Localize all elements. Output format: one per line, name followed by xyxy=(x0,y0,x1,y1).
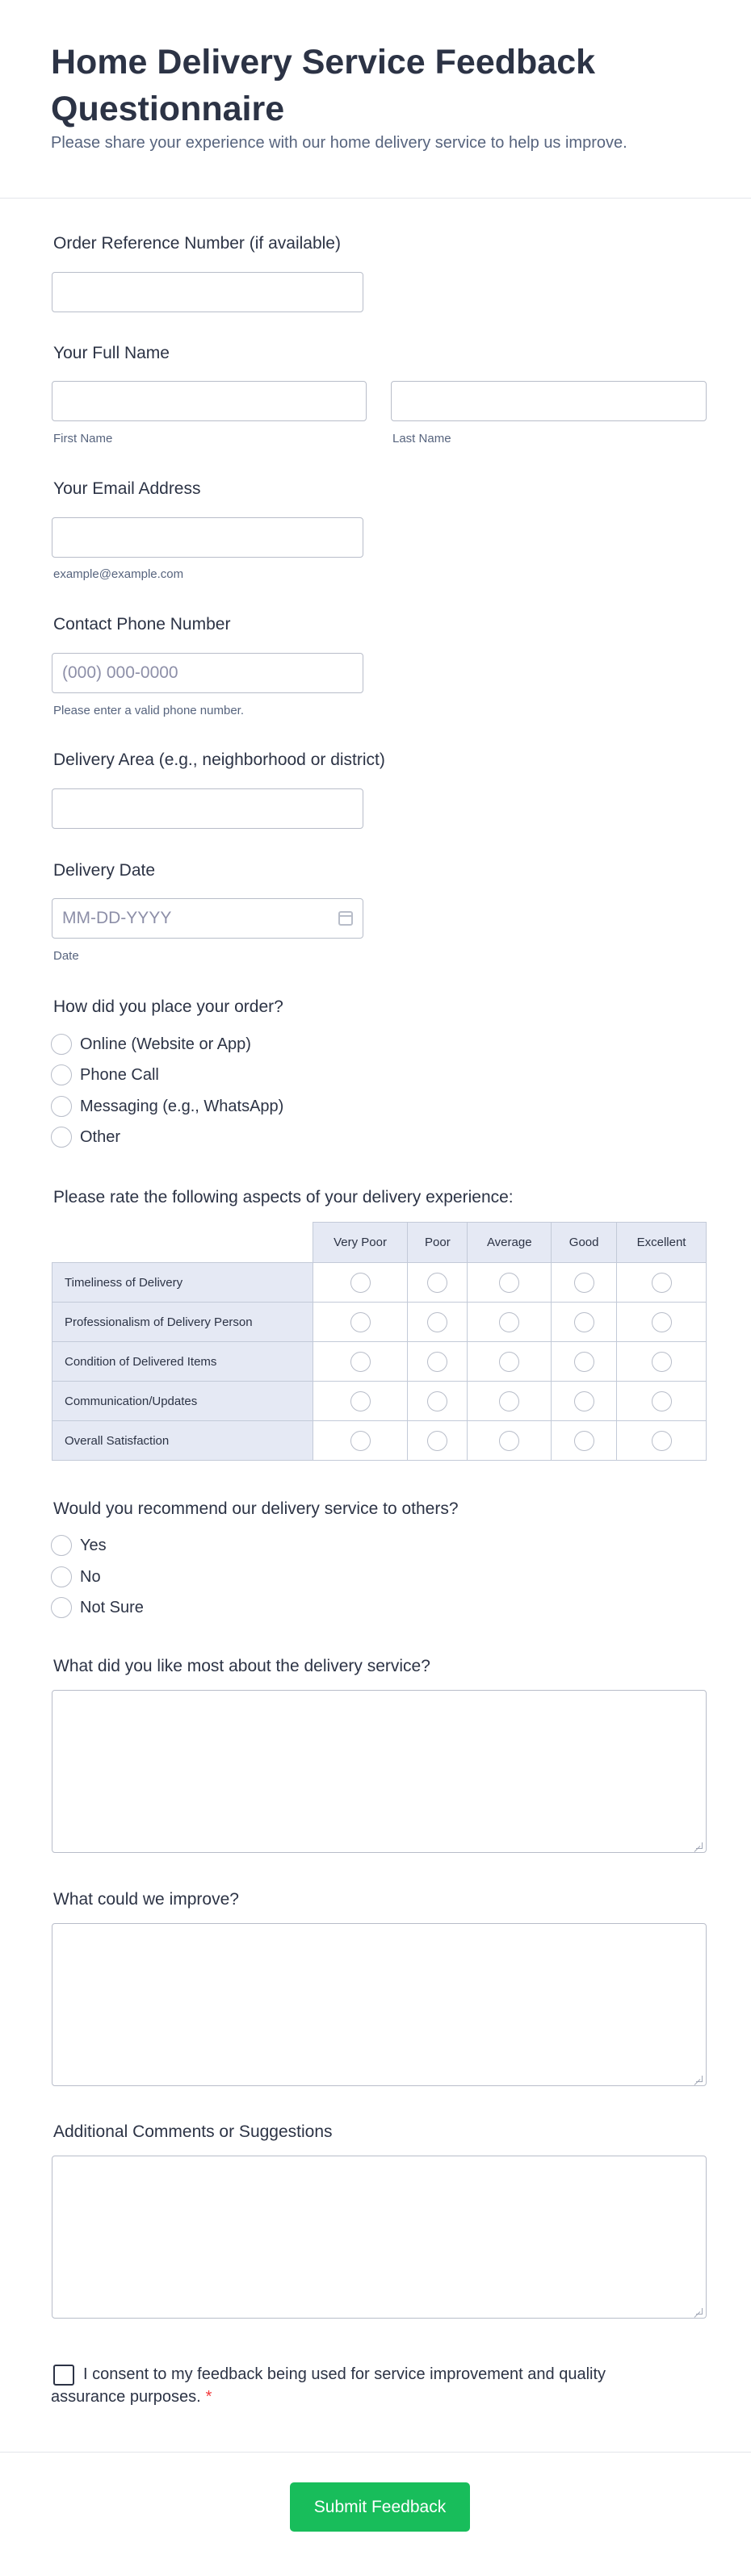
full-name-label: Your Full Name xyxy=(53,344,170,362)
matrix-radio[interactable] xyxy=(427,1273,447,1293)
order-method-option-other[interactable] xyxy=(51,1126,120,1148)
matrix-corner xyxy=(52,1223,313,1263)
comments-textarea[interactable] xyxy=(52,2156,707,2319)
form-header xyxy=(0,0,751,199)
matrix-radio[interactable] xyxy=(499,1431,519,1451)
radio-circle[interactable] xyxy=(51,1096,72,1117)
rating-matrix xyxy=(52,1222,707,1461)
consent-checkbox[interactable] xyxy=(53,2365,74,2386)
order-ref-label: Order Reference Number (if available) xyxy=(53,234,341,253)
consent-text xyxy=(51,2363,616,2408)
matrix-col-header: Average xyxy=(468,1223,552,1263)
matrix-col-header: Very Poor xyxy=(313,1223,408,1263)
delivery-area-label: Delivery Area (e.g., neighborhood or district) xyxy=(53,751,385,769)
matrix-cell[interactable] xyxy=(552,1382,617,1421)
matrix-cell[interactable] xyxy=(313,1342,408,1382)
liked-most-label: What did you like most about the delivery service? xyxy=(53,1657,430,1675)
matrix-row xyxy=(52,1342,707,1382)
matrix-cell[interactable] xyxy=(552,1263,617,1303)
matrix-radio[interactable] xyxy=(499,1352,519,1372)
radio-circle[interactable] xyxy=(51,1535,72,1556)
matrix-cell[interactable] xyxy=(408,1382,468,1421)
order-method-option-online[interactable] xyxy=(51,1033,251,1056)
matrix-radio[interactable] xyxy=(574,1391,594,1411)
comments-label: Additional Comments or Suggestions xyxy=(53,2122,333,2141)
rating-label: Please rate the following aspects of your delivery experience: xyxy=(53,1188,514,1206)
matrix-cell[interactable] xyxy=(468,1303,552,1342)
matrix-cell[interactable] xyxy=(617,1421,707,1461)
matrix-radio[interactable] xyxy=(574,1273,594,1293)
recommend-option-yes[interactable] xyxy=(51,1534,107,1557)
matrix-row xyxy=(52,1303,707,1342)
matrix-cell[interactable] xyxy=(408,1421,468,1461)
radio-label: Other xyxy=(80,1127,121,1146)
radio-label: Yes xyxy=(80,1536,107,1554)
matrix-cell[interactable] xyxy=(617,1263,707,1303)
matrix-cell[interactable] xyxy=(552,1342,617,1382)
radio-label: No xyxy=(80,1567,101,1586)
matrix-cell[interactable] xyxy=(313,1382,408,1421)
matrix-cell[interactable] xyxy=(468,1342,552,1382)
matrix-header-row xyxy=(52,1223,707,1263)
matrix-radio[interactable] xyxy=(350,1391,371,1411)
liked-most-textarea[interactable] xyxy=(52,1690,707,1853)
matrix-cell[interactable] xyxy=(552,1303,617,1342)
footer-divider xyxy=(0,2452,751,2453)
matrix-row xyxy=(52,1263,707,1303)
matrix-radio[interactable] xyxy=(499,1391,519,1411)
matrix-cell[interactable] xyxy=(552,1421,617,1461)
matrix-cell[interactable] xyxy=(468,1421,552,1461)
date-placeholder: MM-DD-YYYY xyxy=(62,909,172,927)
matrix-cell[interactable] xyxy=(408,1303,468,1342)
recommend-label: Would you recommend our delivery service to others? xyxy=(53,1499,459,1518)
matrix-radio[interactable] xyxy=(350,1431,371,1451)
matrix-radio[interactable] xyxy=(652,1352,672,1372)
matrix-radio[interactable] xyxy=(350,1312,371,1332)
matrix-cell[interactable] xyxy=(617,1303,707,1342)
radio-circle[interactable] xyxy=(51,1127,72,1148)
phone-label: Contact Phone Number xyxy=(53,615,231,634)
radio-circle[interactable] xyxy=(51,1597,72,1618)
matrix-radio[interactable] xyxy=(350,1273,371,1293)
resize-grip-icon[interactable] xyxy=(696,2308,703,2315)
delivery-date-sublabel: Date xyxy=(53,949,79,963)
matrix-row-label: Overall Satisfaction xyxy=(52,1421,313,1461)
radio-label: Online (Website or App) xyxy=(80,1035,251,1053)
matrix-col-header: Good xyxy=(552,1223,617,1263)
matrix-cell[interactable] xyxy=(313,1303,408,1342)
order-method-label: How did you place your order? xyxy=(53,997,283,1016)
radio-circle[interactable] xyxy=(51,1566,72,1587)
matrix-cell[interactable] xyxy=(617,1342,707,1382)
matrix-cell[interactable] xyxy=(468,1263,552,1303)
first-name-sublabel: First Name xyxy=(53,432,113,445)
phone-sublabel: Please enter a valid phone number. xyxy=(53,704,244,717)
required-asterisk: * xyxy=(205,2388,212,2406)
submit-button[interactable]: Submit Feedback xyxy=(290,2482,470,2532)
delivery-date-label: Delivery Date xyxy=(53,861,156,880)
phone-input[interactable]: (000) 000-0000 xyxy=(52,653,363,693)
matrix-radio[interactable] xyxy=(574,1352,594,1372)
order-ref-input[interactable] xyxy=(52,272,363,312)
matrix-col-header: Excellent xyxy=(617,1223,707,1263)
email-input[interactable] xyxy=(52,517,363,558)
matrix-radio[interactable] xyxy=(574,1312,594,1332)
matrix-radio[interactable] xyxy=(427,1352,447,1372)
recommend-option-no[interactable] xyxy=(51,1566,101,1588)
matrix-radio[interactable] xyxy=(427,1431,447,1451)
radio-label: Messaging (e.g., WhatsApp) xyxy=(80,1097,284,1115)
calendar-icon[interactable] xyxy=(338,911,353,926)
matrix-cell[interactable] xyxy=(468,1382,552,1421)
order-method-option-phone[interactable] xyxy=(51,1064,159,1086)
matrix-col-header: Poor xyxy=(408,1223,468,1263)
matrix-radio[interactable] xyxy=(427,1312,447,1332)
last-name-sublabel: Last Name xyxy=(392,432,451,445)
matrix-radio[interactable] xyxy=(652,1391,672,1411)
matrix-radio[interactable] xyxy=(652,1273,672,1293)
first-name-input[interactable] xyxy=(52,381,367,421)
matrix-radio[interactable] xyxy=(350,1352,371,1372)
matrix-cell[interactable] xyxy=(617,1382,707,1421)
matrix-radio[interactable] xyxy=(574,1431,594,1451)
page-title: Home Delivery Service Feedback Questionnaire xyxy=(51,43,596,128)
radio-circle[interactable] xyxy=(51,1064,72,1085)
radio-label: Not Sure xyxy=(80,1598,144,1616)
matrix-radio[interactable] xyxy=(427,1391,447,1411)
email-label: Your Email Address xyxy=(53,479,201,498)
matrix-cell[interactable] xyxy=(313,1421,408,1461)
matrix-row-label: Timeliness of Delivery xyxy=(52,1263,313,1303)
order-method-option-messaging[interactable] xyxy=(51,1095,283,1118)
email-sublabel: example@example.com xyxy=(53,567,184,581)
matrix-radio[interactable] xyxy=(499,1273,519,1293)
matrix-cell[interactable] xyxy=(313,1263,408,1303)
recommend-option-not-sure[interactable] xyxy=(51,1596,144,1619)
improve-textarea[interactable] xyxy=(52,1923,707,2086)
improve-label: What could we improve? xyxy=(53,1890,239,1909)
matrix-radio[interactable] xyxy=(652,1431,672,1451)
matrix-row xyxy=(52,1421,707,1461)
matrix-radio[interactable] xyxy=(652,1312,672,1332)
resize-grip-icon[interactable] xyxy=(696,1842,703,1849)
matrix-row-label: Condition of Delivered Items xyxy=(52,1342,313,1382)
radio-circle[interactable] xyxy=(51,1034,72,1055)
matrix-row-label: Communication/Updates xyxy=(52,1382,313,1421)
matrix-radio[interactable] xyxy=(499,1312,519,1332)
last-name-input[interactable] xyxy=(391,381,707,421)
delivery-area-input[interactable] xyxy=(52,788,363,829)
matrix-cell[interactable] xyxy=(408,1342,468,1382)
matrix-cell[interactable] xyxy=(408,1263,468,1303)
matrix-row-label: Professionalism of Delivery Person xyxy=(52,1303,313,1342)
matrix-row xyxy=(52,1382,707,1421)
delivery-date-input[interactable] xyxy=(52,898,363,939)
resize-grip-icon[interactable] xyxy=(696,2076,703,2082)
page-subtitle: Please share your experience with our home delivery service to help us improve. xyxy=(51,134,627,152)
consent-label: I consent to my feedback being used for service improvement and quality assurance purposes. xyxy=(51,2365,606,2406)
radio-label: Phone Call xyxy=(80,1065,159,1084)
